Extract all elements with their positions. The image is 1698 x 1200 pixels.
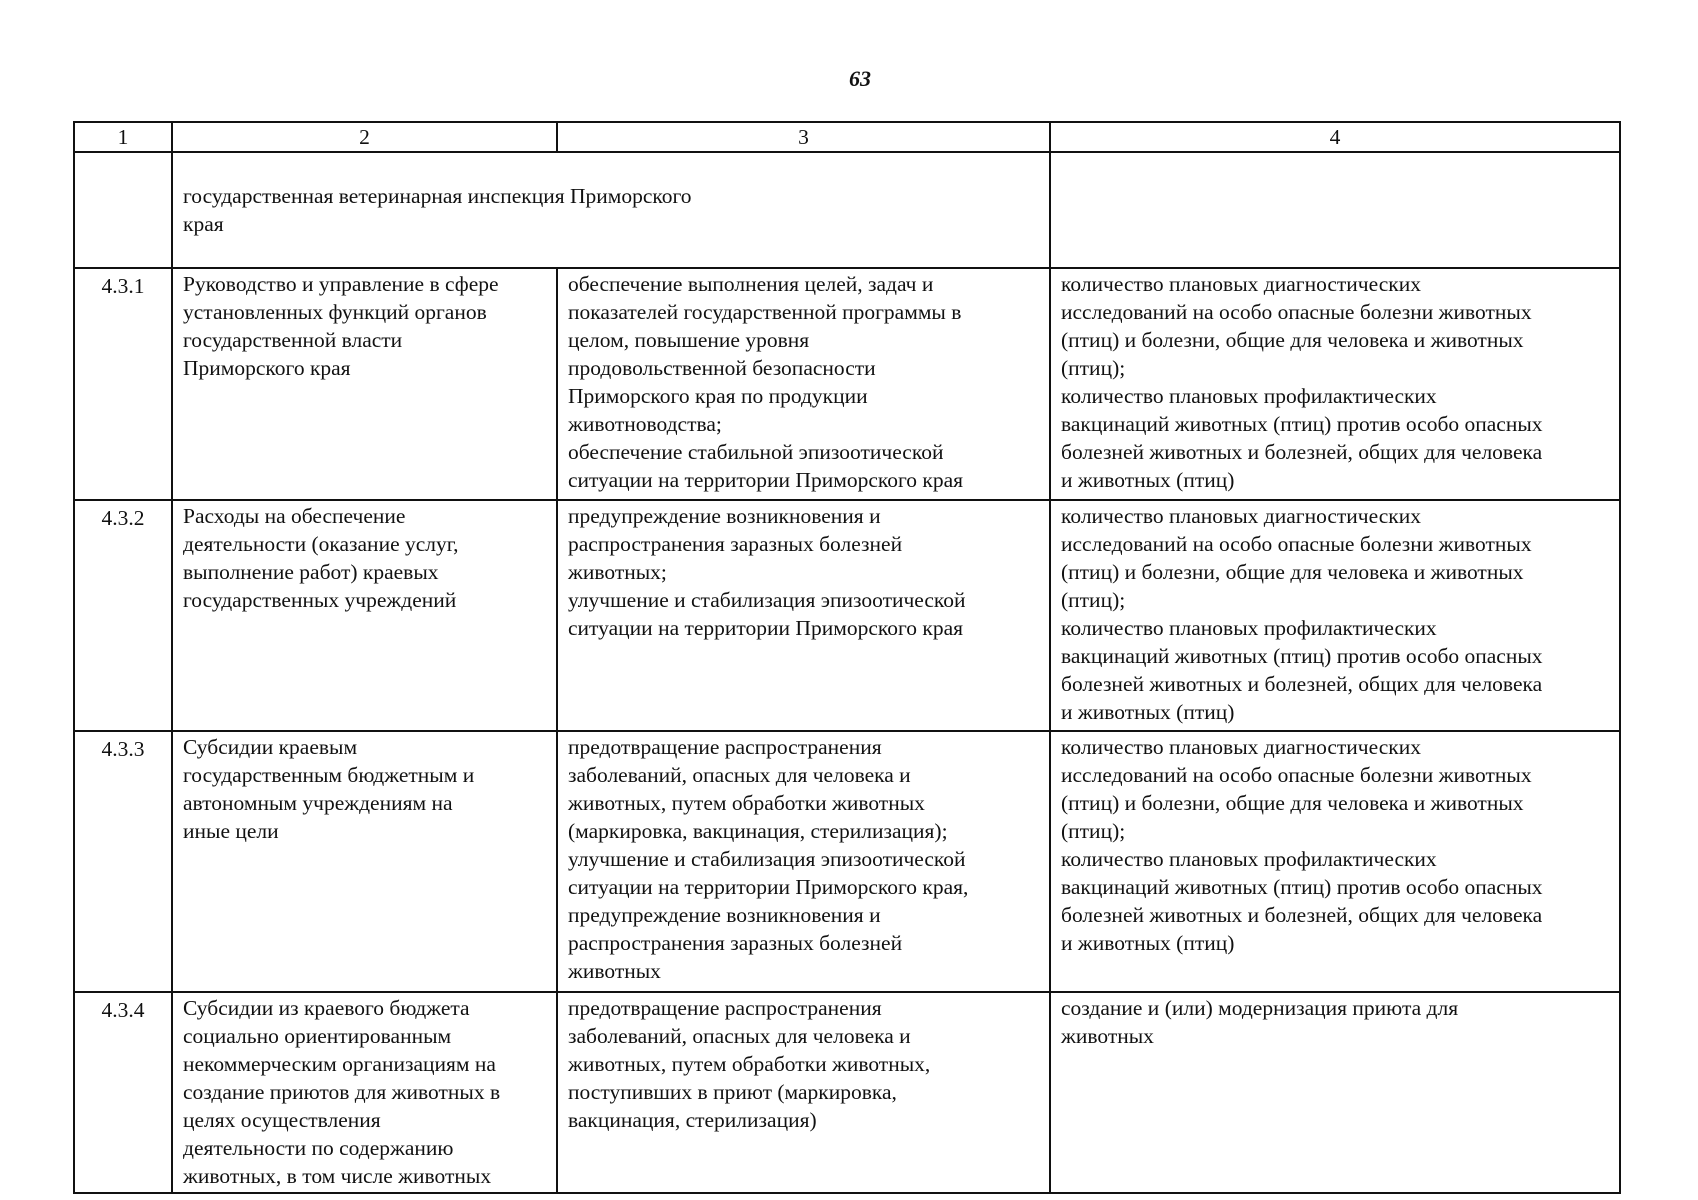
measure-indicator: количество плановых диагностических исследований на особо опасные болезни животных (птиц) и болезни, общие для человека и животных (птиц); количество плановых профилактических вакцинаций животных (птиц) против особо опасных болезней животных и болезней, общих для человека и животных (птиц) — [1050, 731, 1620, 992]
measure-indicator: количество плановых диагностических исследований на особо опасные болезни животных (птиц) и болезни, общие для человека и животных (птиц); количество плановых профилактических вакцинаций животных (птиц) против особо опасных болезней животных и болезней, общих для человека и животных (птиц) — [1050, 500, 1620, 731]
row-number: 4.3.4 — [74, 992, 172, 1193]
measure-name: Субсидии из краевого бюджета социально ориентированным некоммерческим организациям на создание приютов для животных в целях осуществления деятельности по содержанию животных, в том числе животных — [172, 992, 557, 1193]
row-number: 4.3.3 — [74, 731, 172, 992]
measure-name: Субсидии краевым государственным бюджетным и автономным учреждениям на иные цели — [172, 731, 557, 992]
empty-cell — [74, 152, 172, 268]
header-cell: 4 — [1050, 122, 1620, 152]
measure-name: Расходы на обеспечение деятельности (оказание услуг, выполнение работ) краевых государственных учреждений — [172, 500, 557, 731]
empty-cell — [1050, 152, 1620, 268]
table-header-row — [74, 122, 1620, 152]
measure-goal: обеспечение выполнения целей, задач и показателей государственной программы в целом, повышение уровня продовольственной безопасности Приморского края по продукции животноводства; обеспечение стабильной эпизоотической ситуации на территории Приморского края — [557, 268, 1050, 500]
row-number: 4.3.1 — [74, 268, 172, 500]
measure-indicator: количество плановых диагностических исследований на особо опасные болезни животных (птиц) и болезни, общие для человека и животных (птиц); количество плановых профилактических вакцинаций животных (птиц) против особо опасных болезней животных и болезней, общих для человека и животных (птиц) — [1050, 268, 1620, 500]
page-number: 63 — [849, 66, 871, 91]
table-row — [74, 500, 1620, 731]
measure-goal: предотвращение распространения заболеваний, опасных для человека и животных, путем обработки животных, поступивших в приют (маркировка, вакцинация, стерилизация) — [557, 992, 1050, 1193]
measure-name: Руководство и управление в сфере установленных функций органов государственной власти Приморского края — [172, 268, 557, 500]
responsible-organization — [172, 152, 1050, 268]
table-subheader-row — [74, 152, 1620, 268]
measure-goal: предупреждение возникновения и распространения заразных болезней животных; улучшение и стабилизация эпизоотической ситуации на территории Приморского края — [557, 500, 1050, 731]
measure-indicator: создание и (или) модернизация приюта для животных — [1050, 992, 1620, 1193]
measure-goal: предотвращение распространения заболеваний, опасных для человека и животных, путем обработки животных (маркировка, вакцинация, стерилизация); улучшение и стабилизация эпизоотической ситуации на территории Приморского края, предупреждение возникновения и распространения заразных болезней животных — [557, 731, 1050, 992]
table-row — [74, 731, 1620, 992]
table-row — [74, 992, 1620, 1193]
organization-name: государственная ветеринарная инспекция Приморского края — [183, 184, 692, 236]
header-cell: 1 — [74, 122, 172, 152]
header-cell: 2 — [172, 122, 557, 152]
header-cell: 3 — [557, 122, 1050, 152]
table-row — [74, 268, 1620, 500]
row-number: 4.3.2 — [74, 500, 172, 731]
measures-table — [73, 121, 1621, 1194]
